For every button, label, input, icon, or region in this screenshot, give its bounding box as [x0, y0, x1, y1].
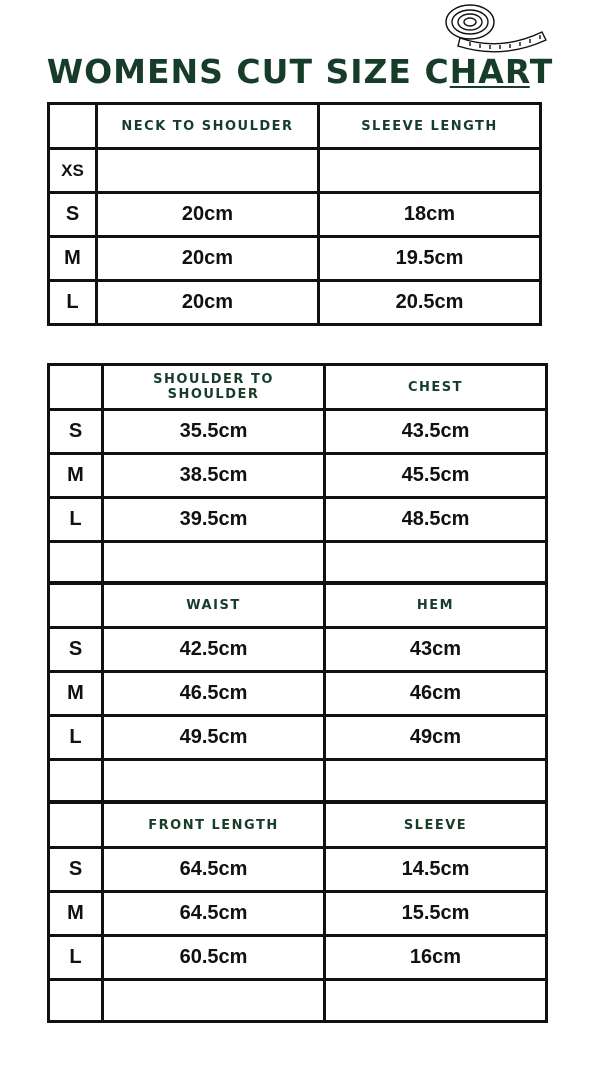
table-cell: [319, 149, 541, 193]
table-row-empty: [49, 542, 547, 584]
size-label: M: [49, 454, 103, 498]
column-header: WAIST: [103, 583, 325, 628]
table-row: [49, 848, 547, 892]
page-title: WOMENS CUT SIZE CHART: [46, 52, 554, 91]
table-header-row: [49, 583, 547, 628]
table-row: [49, 716, 547, 760]
table-cell: 49cm: [325, 716, 547, 760]
table-cell: 42.5cm: [103, 628, 325, 672]
table-cell: 20.5cm: [319, 281, 541, 325]
table-row: [49, 936, 547, 980]
table-header-row: [49, 104, 541, 149]
size-label: S: [49, 628, 103, 672]
table-cell: 64.5cm: [103, 848, 325, 892]
size-table-length-sleeve: [47, 801, 548, 1023]
table-cell: 19.5cm: [319, 237, 541, 281]
table-row: [49, 281, 541, 325]
table-cell: 48.5cm: [325, 498, 547, 542]
size-table-waist-hem: [47, 581, 548, 803]
column-header: FRONT LENGTH: [103, 803, 325, 848]
measuring-tape-icon: [440, 0, 550, 56]
table-cell: 14.5cm: [325, 848, 547, 892]
table-row: [49, 193, 541, 237]
size-label: S: [49, 193, 97, 237]
table-cell: [97, 149, 319, 193]
table-row: [49, 498, 547, 542]
table-cell: 39.5cm: [103, 498, 325, 542]
table-row: [49, 628, 547, 672]
table-cell: 43cm: [325, 628, 547, 672]
column-header: SHOULDER TO SHOULDER: [103, 365, 325, 410]
size-label: S: [49, 848, 103, 892]
table-cell: 38.5cm: [103, 454, 325, 498]
table-row: [49, 672, 547, 716]
size-label: S: [49, 410, 103, 454]
table-row: [49, 454, 547, 498]
table-cell: 46cm: [325, 672, 547, 716]
table-row: [49, 410, 547, 454]
table-cell: 64.5cm: [103, 892, 325, 936]
table-header-row: [49, 803, 547, 848]
size-table-shoulder-chest: [47, 363, 548, 585]
table-cell: 45.5cm: [325, 454, 547, 498]
table-cell: 18cm: [319, 193, 541, 237]
size-label: M: [49, 672, 103, 716]
table-row: [49, 149, 541, 193]
table-cell: 43.5cm: [325, 410, 547, 454]
table-cell: 35.5cm: [103, 410, 325, 454]
table-cell: 46.5cm: [103, 672, 325, 716]
table-row-empty: [49, 980, 547, 1022]
table-row: [49, 237, 541, 281]
table-cell: 49.5cm: [103, 716, 325, 760]
table-cell: 60.5cm: [103, 936, 325, 980]
table-cell: 20cm: [97, 193, 319, 237]
table-header-row: [49, 365, 547, 410]
table-cell: 20cm: [97, 237, 319, 281]
size-label: L: [49, 716, 103, 760]
table-cell: 20cm: [97, 281, 319, 325]
column-header: NECK TO SHOULDER: [97, 104, 319, 149]
size-label: L: [49, 281, 97, 325]
column-header: HEM: [325, 583, 547, 628]
size-label: M: [49, 892, 103, 936]
size-label: XS: [49, 149, 97, 193]
column-header: CHEST: [325, 365, 547, 410]
size-label: L: [49, 498, 103, 542]
size-label: M: [49, 237, 97, 281]
table-cell: 15.5cm: [325, 892, 547, 936]
size-label: L: [49, 936, 103, 980]
table-cell: 16cm: [325, 936, 547, 980]
table-row-empty: [49, 760, 547, 802]
size-table-neck-sleeve: [47, 102, 542, 326]
table-row: [49, 892, 547, 936]
column-header: SLEEVE: [325, 803, 547, 848]
column-header: SLEEVE LENGTH: [319, 104, 541, 149]
